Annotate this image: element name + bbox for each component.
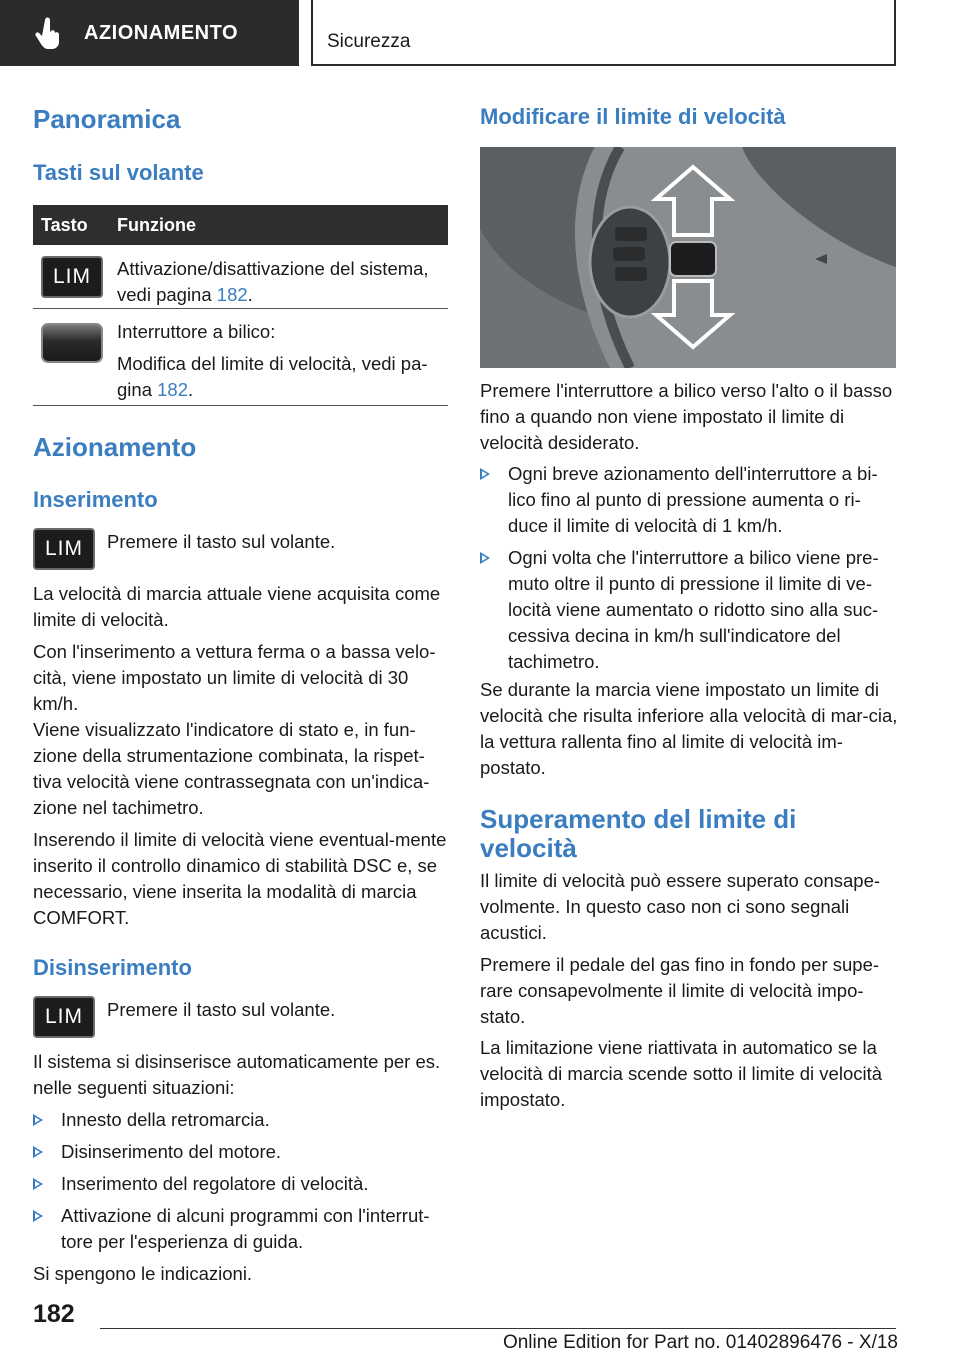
chapter-title: Sicurezza [327, 31, 411, 52]
lim-button-icon: LIM [41, 256, 103, 298]
footer-divider [100, 1328, 896, 1329]
table-col-key: Tasto [41, 214, 88, 235]
edition-info: Online Edition for Part no. 01402896476 - X/18 [502, 1332, 898, 1353]
heading-exceed-line2: velocità [480, 833, 577, 863]
triangle-bullet-icon [480, 552, 490, 564]
deactivate-instruction: Premere il tasto sul volante. [107, 999, 336, 1020]
paragraph: Il limite di velocità può essere superato consape-volmente. In questo caso non ci sono segnali acustici. [480, 870, 881, 943]
list-item: Innesto della retromarcia. [33, 1107, 451, 1133]
steering-wheel-rocker-photo [480, 147, 896, 368]
page-link[interactable]: 182 [157, 379, 188, 400]
table-cell-function: Attivazione/disattivazione del sistema, vedi pagina 182. [117, 258, 429, 305]
rocker-switch-icon [41, 323, 103, 363]
list-item: Inserimento del regolatore di velocità. [33, 1171, 451, 1197]
heading-overview: Panoramica [33, 104, 181, 134]
table-col-function: Funzione [117, 214, 196, 235]
heading-deactivate: Disinserimento [33, 955, 192, 980]
paragraph: Con l'inserimento a vettura ferma o a bassa velo-cità, viene impostato un limite di velocità di 30 km/h. [33, 641, 436, 714]
triangle-bullet-icon [33, 1146, 43, 1158]
list-item: Attivazione di alcuni programmi con l'interrut-tore per l'esperienza di guida. [33, 1203, 451, 1255]
paragraph: Se durante la marcia viene impostato un limite di velocità che risulta inferiore alla velocità di mar-cia, la vettura rallenta fino al limite di velocità im-postato. [480, 679, 898, 778]
paragraph: Premere il pedale del gas fino in fondo per supe-rare consapevolmente il limite di velocità impo-stato. [480, 954, 880, 1027]
triangle-bullet-icon [33, 1210, 43, 1222]
triangle-bullet-icon [33, 1114, 43, 1126]
triangle-bullet-icon [33, 1178, 43, 1190]
page-number: 182 [33, 1300, 75, 1328]
buttons-table [33, 205, 448, 406]
table-header [33, 205, 448, 245]
list-item: Ogni volta che l'interruttore a bilico viene pre-muto oltre il punto di pressione il limite di ve-locità viene aumentato o ridotto sino alla suc-cessiva decina in km/h sull'indicatore del tachimetro. [480, 545, 898, 675]
paragraph: Il sistema si disinserisce automaticamente per es. nelle seguenti situazioni: [33, 1051, 441, 1098]
section-title: AZIONAMENTO [84, 21, 239, 44]
triangle-bullet-icon [480, 468, 490, 480]
heading-steering-buttons: Tasti sul volante [33, 160, 204, 185]
heading-operation: Azionamento [33, 432, 197, 462]
paragraph: La velocità di marcia attuale viene acquisita come limite di velocità. [33, 583, 441, 630]
paragraph: Premere l'interruttore a bilico verso l'alto o il basso fino a quando non viene impostato il limite di velocità desiderato. [480, 380, 893, 453]
list-item: Ogni breve azionamento dell'interruttore a bi-lico fino al punto di pressione aumenta o ri-duce il limite di velocità di 1 km/h. [480, 461, 898, 539]
chapter-tab [311, 0, 896, 66]
list-item: Disinserimento del motore. [33, 1139, 451, 1165]
paragraph: La limitazione viene riattivata in automatico se la velocità di marcia scende sotto il limite di velocità impostato. [480, 1037, 883, 1110]
lim-button-icon: LIM [33, 996, 95, 1038]
hand-pointer-icon [32, 16, 66, 50]
table-row [33, 245, 448, 309]
paragraph: Inserendo il limite di velocità viene eventual-mente inserito il controllo dinamico di stabilità DSC e, se necessario, viene inserita la modalità di marcia COMFORT. [33, 829, 447, 928]
heading-exceed-line1: Superamento del limite di [480, 804, 797, 834]
heading-change-limit: Modificare il limite di velocità [480, 104, 786, 129]
page-link[interactable]: 182 [216, 284, 248, 305]
heading-activate: Inserimento [33, 487, 158, 512]
table-cell-function: Interruttore a bilico: Modifica del limite di velocità, vedi pa- gina 182. [117, 321, 428, 400]
activate-instruction: Premere il tasto sul volante. [107, 531, 336, 552]
section-tab [0, 0, 299, 66]
paragraph: Viene visualizzato l'indicatore di stato e, in fun-zione della strumentazione combinata, la rispet-tiva velocità viene contrassegnata con un'indica-zione nel tachimetro. [33, 719, 430, 818]
lim-button-icon: LIM [33, 528, 95, 570]
table-row [33, 309, 448, 406]
paragraph: Si spengono le indicazioni. [33, 1263, 253, 1284]
